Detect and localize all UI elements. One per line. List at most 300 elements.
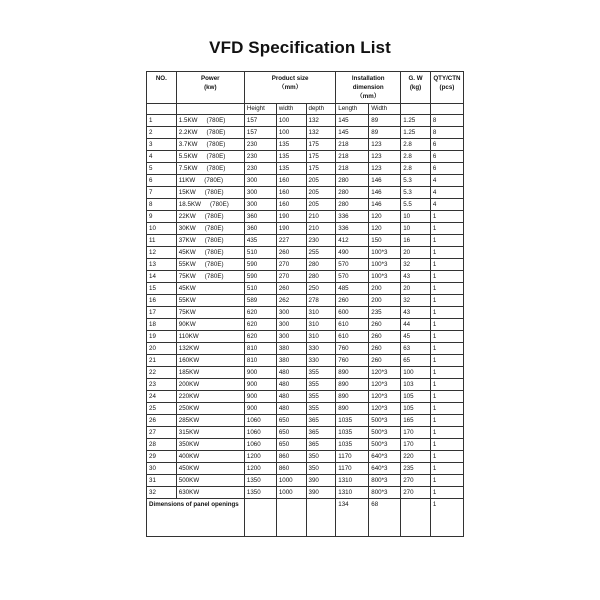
cell-gw: 20 [401, 247, 431, 259]
cell-inst-width: 260 [369, 355, 401, 367]
cell-height: 620 [244, 331, 276, 343]
cell-length: 280 [336, 199, 369, 211]
cell-height: 230 [244, 151, 276, 163]
table-row [147, 187, 464, 199]
header-power [176, 72, 244, 104]
header-installation-line1: Installation [351, 75, 385, 82]
cell-no: 7 [147, 187, 177, 199]
cell-qty: 1 [430, 283, 463, 295]
table-body [147, 115, 464, 499]
cell-inst-width: 120*3 [369, 403, 401, 415]
cell-width: 480 [276, 379, 306, 391]
cell-length: 260 [336, 295, 369, 307]
cell-power-value: 75KW [178, 309, 196, 316]
cell-width: 380 [276, 343, 306, 355]
cell-depth: 205 [306, 187, 336, 199]
cell-width: 190 [276, 211, 306, 223]
cell-inst-width: 89 [369, 127, 401, 139]
cell-depth: 355 [306, 391, 336, 403]
panel-gw [401, 499, 431, 537]
cell-qty: 1 [430, 463, 463, 475]
cell-length: 1310 [336, 487, 369, 499]
cell-width: 160 [276, 175, 306, 187]
cell-no: 11 [147, 235, 177, 247]
cell-power [176, 331, 244, 343]
cell-no: 1 [147, 115, 177, 127]
cell-no: 26 [147, 415, 177, 427]
cell-height: 810 [244, 343, 276, 355]
header-product-size-line2: （mm） [278, 84, 302, 91]
cell-power-value: 11KW [178, 177, 196, 184]
subheader-empty-gw [401, 104, 431, 115]
cell-width: 100 [276, 115, 306, 127]
header-installation-line2: dimension [352, 84, 384, 91]
cell-qty: 6 [430, 163, 463, 175]
cell-height: 1350 [244, 475, 276, 487]
cell-power [176, 187, 244, 199]
cell-width: 860 [276, 463, 306, 475]
header-power-line2: (kw) [204, 84, 217, 91]
cell-qty: 1 [430, 307, 463, 319]
cell-gw: 100 [401, 367, 431, 379]
cell-width: 227 [276, 235, 306, 247]
cell-width: 260 [276, 247, 306, 259]
cell-power [176, 223, 244, 235]
cell-length: 336 [336, 211, 369, 223]
cell-width: 480 [276, 367, 306, 379]
table-row [147, 331, 464, 343]
table-row [147, 283, 464, 295]
cell-depth: 365 [306, 415, 336, 427]
cell-power [176, 475, 244, 487]
cell-height: 510 [244, 283, 276, 295]
cell-qty: 1 [430, 259, 463, 271]
cell-gw: 220 [401, 451, 431, 463]
cell-qty: 6 [430, 151, 463, 163]
header-power-line1: Power [201, 75, 220, 82]
cell-gw: 2.8 [401, 139, 431, 151]
cell-power [176, 295, 244, 307]
cell-power [176, 307, 244, 319]
cell-qty: 1 [430, 367, 463, 379]
table-row [147, 247, 464, 259]
cell-gw: 165 [401, 415, 431, 427]
table-row [147, 319, 464, 331]
cell-width: 260 [276, 283, 306, 295]
cell-power-value: 5.5KW [178, 153, 198, 160]
cell-qty: 1 [430, 331, 463, 343]
table-row [147, 139, 464, 151]
table-row [147, 475, 464, 487]
cell-width: 270 [276, 259, 306, 271]
cell-no: 15 [147, 283, 177, 295]
panel-label: Dimensions of panel openings [147, 499, 245, 537]
cell-depth: 330 [306, 355, 336, 367]
cell-inst-width: 500*3 [369, 439, 401, 451]
cell-power [176, 247, 244, 259]
subheader-depth: depth [306, 104, 336, 115]
cell-power-model: (780E) [210, 201, 229, 208]
table-row [147, 223, 464, 235]
cell-power [176, 115, 244, 127]
cell-width: 1000 [276, 475, 306, 487]
cell-depth: 255 [306, 247, 336, 259]
cell-no: 8 [147, 199, 177, 211]
cell-power-value: 185KW [178, 369, 200, 376]
cell-depth: 210 [306, 223, 336, 235]
cell-width: 160 [276, 199, 306, 211]
cell-gw: 2.8 [401, 163, 431, 175]
cell-width: 650 [276, 427, 306, 439]
table-row [147, 427, 464, 439]
cell-no: 12 [147, 247, 177, 259]
cell-qty: 1 [430, 343, 463, 355]
cell-qty: 8 [430, 115, 463, 127]
table-row [147, 451, 464, 463]
cell-power [176, 139, 244, 151]
cell-gw: 16 [401, 235, 431, 247]
cell-inst-width: 800*3 [369, 487, 401, 499]
cell-qty: 1 [430, 319, 463, 331]
cell-height: 810 [244, 355, 276, 367]
cell-width: 135 [276, 163, 306, 175]
cell-length: 218 [336, 139, 369, 151]
cell-depth: 210 [306, 211, 336, 223]
cell-inst-width: 100*3 [369, 271, 401, 283]
panel-height [244, 499, 276, 537]
cell-qty: 1 [430, 355, 463, 367]
cell-width: 650 [276, 415, 306, 427]
cell-power-value: 37KW [178, 237, 196, 244]
cell-no: 27 [147, 427, 177, 439]
cell-gw: 170 [401, 427, 431, 439]
cell-height: 1060 [244, 439, 276, 451]
cell-depth: 310 [306, 331, 336, 343]
table-row [147, 463, 464, 475]
cell-power-model: (780E) [204, 249, 224, 256]
cell-inst-width: 800*3 [369, 475, 401, 487]
cell-depth: 330 [306, 343, 336, 355]
cell-inst-width: 146 [369, 199, 401, 211]
table-row [147, 487, 464, 499]
cell-length: 890 [336, 379, 369, 391]
cell-no: 9 [147, 211, 177, 223]
cell-inst-width: 640*3 [369, 451, 401, 463]
cell-no: 31 [147, 475, 177, 487]
cell-depth: 390 [306, 487, 336, 499]
cell-no: 14 [147, 271, 177, 283]
cell-height: 1350 [244, 487, 276, 499]
cell-gw: 5.3 [401, 175, 431, 187]
cell-inst-width: 123 [369, 151, 401, 163]
cell-inst-width: 640*3 [369, 463, 401, 475]
cell-depth: 280 [306, 271, 336, 283]
cell-qty: 1 [430, 391, 463, 403]
cell-no: 19 [147, 331, 177, 343]
header-qty-line2: (pcs) [439, 84, 455, 91]
cell-power [176, 211, 244, 223]
table-row [147, 355, 464, 367]
cell-gw: 1.25 [401, 127, 431, 139]
cell-gw: 2.8 [401, 151, 431, 163]
cell-gw: 63 [401, 343, 431, 355]
cell-length: 145 [336, 115, 369, 127]
cell-power-value: 630KW [178, 489, 200, 496]
cell-no: 18 [147, 319, 177, 331]
cell-gw: 270 [401, 487, 431, 499]
cell-length: 610 [336, 331, 369, 343]
subheader-height: Height [244, 104, 276, 115]
cell-gw: 235 [401, 463, 431, 475]
subheader-length: Length [336, 104, 369, 115]
cell-inst-width: 260 [369, 331, 401, 343]
cell-height: 157 [244, 115, 276, 127]
cell-height: 1060 [244, 415, 276, 427]
cell-power [176, 487, 244, 499]
cell-height: 435 [244, 235, 276, 247]
cell-length: 570 [336, 271, 369, 283]
cell-height: 1200 [244, 463, 276, 475]
cell-length: 600 [336, 307, 369, 319]
cell-gw: 43 [401, 307, 431, 319]
cell-width: 135 [276, 139, 306, 151]
cell-qty: 6 [430, 139, 463, 151]
cell-height: 360 [244, 223, 276, 235]
cell-power [176, 283, 244, 295]
cell-depth: 175 [306, 163, 336, 175]
cell-depth: 175 [306, 151, 336, 163]
cell-length: 610 [336, 319, 369, 331]
cell-inst-width: 100*3 [369, 247, 401, 259]
cell-length: 1035 [336, 439, 369, 451]
cell-inst-width: 146 [369, 187, 401, 199]
cell-depth: 365 [306, 427, 336, 439]
cell-height: 620 [244, 307, 276, 319]
cell-length: 485 [336, 283, 369, 295]
cell-no: 10 [147, 223, 177, 235]
cell-power-model: (780E) [204, 213, 224, 220]
header-gw [401, 72, 431, 104]
cell-no: 22 [147, 367, 177, 379]
header-gw-line1: G. W [408, 75, 423, 82]
cell-power-value: 500KW [178, 477, 200, 484]
cell-power-model: (780E) [204, 273, 224, 280]
cell-gw: 44 [401, 319, 431, 331]
cell-qty: 1 [430, 415, 463, 427]
cell-power [176, 151, 244, 163]
cell-length: 570 [336, 259, 369, 271]
table-row [147, 163, 464, 175]
cell-power-value: 1.5KW [178, 117, 198, 124]
cell-power [176, 235, 244, 247]
cell-qty: 1 [430, 223, 463, 235]
cell-depth: 310 [306, 319, 336, 331]
cell-no: 21 [147, 355, 177, 367]
cell-power [176, 415, 244, 427]
table-row [147, 379, 464, 391]
cell-qty: 1 [430, 475, 463, 487]
cell-gw: 5.3 [401, 187, 431, 199]
subheader-empty-no [147, 104, 177, 115]
cell-gw: 32 [401, 259, 431, 271]
cell-power [176, 163, 244, 175]
cell-length: 1170 [336, 463, 369, 475]
cell-power-model: (780E) [204, 189, 224, 196]
cell-qty: 1 [430, 211, 463, 223]
cell-inst-width: 120 [369, 211, 401, 223]
cell-inst-width: 260 [369, 319, 401, 331]
cell-depth: 230 [306, 235, 336, 247]
cell-depth: 350 [306, 451, 336, 463]
cell-power-value: 55KW [178, 297, 196, 304]
cell-length: 1035 [336, 427, 369, 439]
cell-inst-width: 120*3 [369, 367, 401, 379]
page-title: VFD Specification List [209, 38, 391, 57]
cell-qty: 1 [430, 439, 463, 451]
header-no: NO. [147, 72, 177, 104]
table-row [147, 415, 464, 427]
table-row [147, 175, 464, 187]
table-row [147, 127, 464, 139]
cell-no: 13 [147, 259, 177, 271]
cell-inst-width: 235 [369, 307, 401, 319]
cell-power [176, 319, 244, 331]
cell-width: 300 [276, 319, 306, 331]
cell-depth: 355 [306, 367, 336, 379]
cell-length: 760 [336, 355, 369, 367]
cell-inst-width: 100*3 [369, 259, 401, 271]
cell-depth: 350 [306, 463, 336, 475]
cell-no: 28 [147, 439, 177, 451]
cell-inst-width: 150 [369, 235, 401, 247]
cell-height: 590 [244, 271, 276, 283]
cell-power-value: 400KW [178, 453, 200, 460]
cell-width: 380 [276, 355, 306, 367]
cell-inst-width: 200 [369, 283, 401, 295]
cell-width: 100 [276, 127, 306, 139]
cell-qty: 1 [430, 295, 463, 307]
panel-width [276, 499, 306, 537]
cell-no: 32 [147, 487, 177, 499]
cell-depth: 132 [306, 115, 336, 127]
cell-length: 412 [336, 235, 369, 247]
cell-power-value: 315KW [178, 429, 200, 436]
cell-power-value: 22KW [178, 213, 196, 220]
table-row [147, 307, 464, 319]
cell-width: 262 [276, 295, 306, 307]
cell-qty: 1 [430, 235, 463, 247]
cell-length: 1170 [336, 451, 369, 463]
cell-inst-width: 120*3 [369, 379, 401, 391]
cell-power-model: (780E) [204, 177, 224, 184]
cell-height: 620 [244, 319, 276, 331]
table-row [147, 295, 464, 307]
cell-qty: 1 [430, 487, 463, 499]
cell-length: 760 [336, 343, 369, 355]
cell-gw: 270 [401, 475, 431, 487]
cell-inst-width: 500*3 [369, 415, 401, 427]
cell-no: 5 [147, 163, 177, 175]
cell-power-value: 350KW [178, 441, 200, 448]
cell-power-model: (780E) [206, 141, 226, 148]
cell-power-model: (780E) [204, 261, 224, 268]
cell-length: 890 [336, 403, 369, 415]
cell-height: 590 [244, 259, 276, 271]
cell-power-value: 90KW [178, 321, 196, 328]
cell-power-value: 220KW [178, 393, 200, 400]
cell-power-value: 45KW [178, 285, 196, 292]
subheader-width: width [276, 104, 306, 115]
cell-power-value: 7.5KW [178, 165, 198, 172]
cell-inst-width: 146 [369, 175, 401, 187]
cell-length: 890 [336, 367, 369, 379]
cell-power [176, 427, 244, 439]
cell-gw: 10 [401, 211, 431, 223]
cell-gw: 45 [401, 331, 431, 343]
cell-no: 24 [147, 391, 177, 403]
cell-power-model: (780E) [206, 165, 226, 172]
cell-qty: 1 [430, 427, 463, 439]
cell-length: 145 [336, 127, 369, 139]
cell-length: 490 [336, 247, 369, 259]
cell-depth: 175 [306, 139, 336, 151]
cell-power-value: 75KW [178, 273, 196, 280]
header-gw-line2: (kg) [409, 84, 422, 91]
cell-gw: 5.5 [401, 199, 431, 211]
panel-inst-width: 68 [369, 499, 401, 537]
cell-power-value: 250KW [178, 405, 200, 412]
cell-qty: 1 [430, 379, 463, 391]
cell-no: 4 [147, 151, 177, 163]
cell-qty: 1 [430, 271, 463, 283]
cell-power-value: 200KW [178, 381, 200, 388]
table-row [147, 115, 464, 127]
cell-gw: 170 [401, 439, 431, 451]
cell-gw: 10 [401, 223, 431, 235]
cell-inst-width: 200 [369, 295, 401, 307]
cell-power [176, 271, 244, 283]
cell-no: 25 [147, 403, 177, 415]
cell-depth: 132 [306, 127, 336, 139]
cell-power-value: 3.7KW [178, 141, 198, 148]
cell-inst-width: 89 [369, 115, 401, 127]
cell-no: 30 [147, 463, 177, 475]
cell-power-model: (780E) [204, 237, 224, 244]
cell-height: 300 [244, 175, 276, 187]
cell-depth: 365 [306, 439, 336, 451]
cell-width: 135 [276, 151, 306, 163]
cell-height: 510 [244, 247, 276, 259]
cell-inst-width: 120*3 [369, 391, 401, 403]
cell-width: 480 [276, 391, 306, 403]
cell-width: 480 [276, 403, 306, 415]
cell-power-value: 450KW [178, 465, 200, 472]
cell-height: 589 [244, 295, 276, 307]
cell-inst-width: 120 [369, 223, 401, 235]
cell-no: 20 [147, 343, 177, 355]
cell-power [176, 451, 244, 463]
cell-gw: 105 [401, 403, 431, 415]
cell-length: 280 [336, 175, 369, 187]
table-row [147, 151, 464, 163]
cell-width: 160 [276, 187, 306, 199]
cell-length: 890 [336, 391, 369, 403]
cell-power-model: (780E) [206, 153, 226, 160]
cell-height: 300 [244, 199, 276, 211]
vfd-spec-table [146, 71, 464, 537]
cell-length: 1035 [336, 415, 369, 427]
cell-no: 16 [147, 295, 177, 307]
